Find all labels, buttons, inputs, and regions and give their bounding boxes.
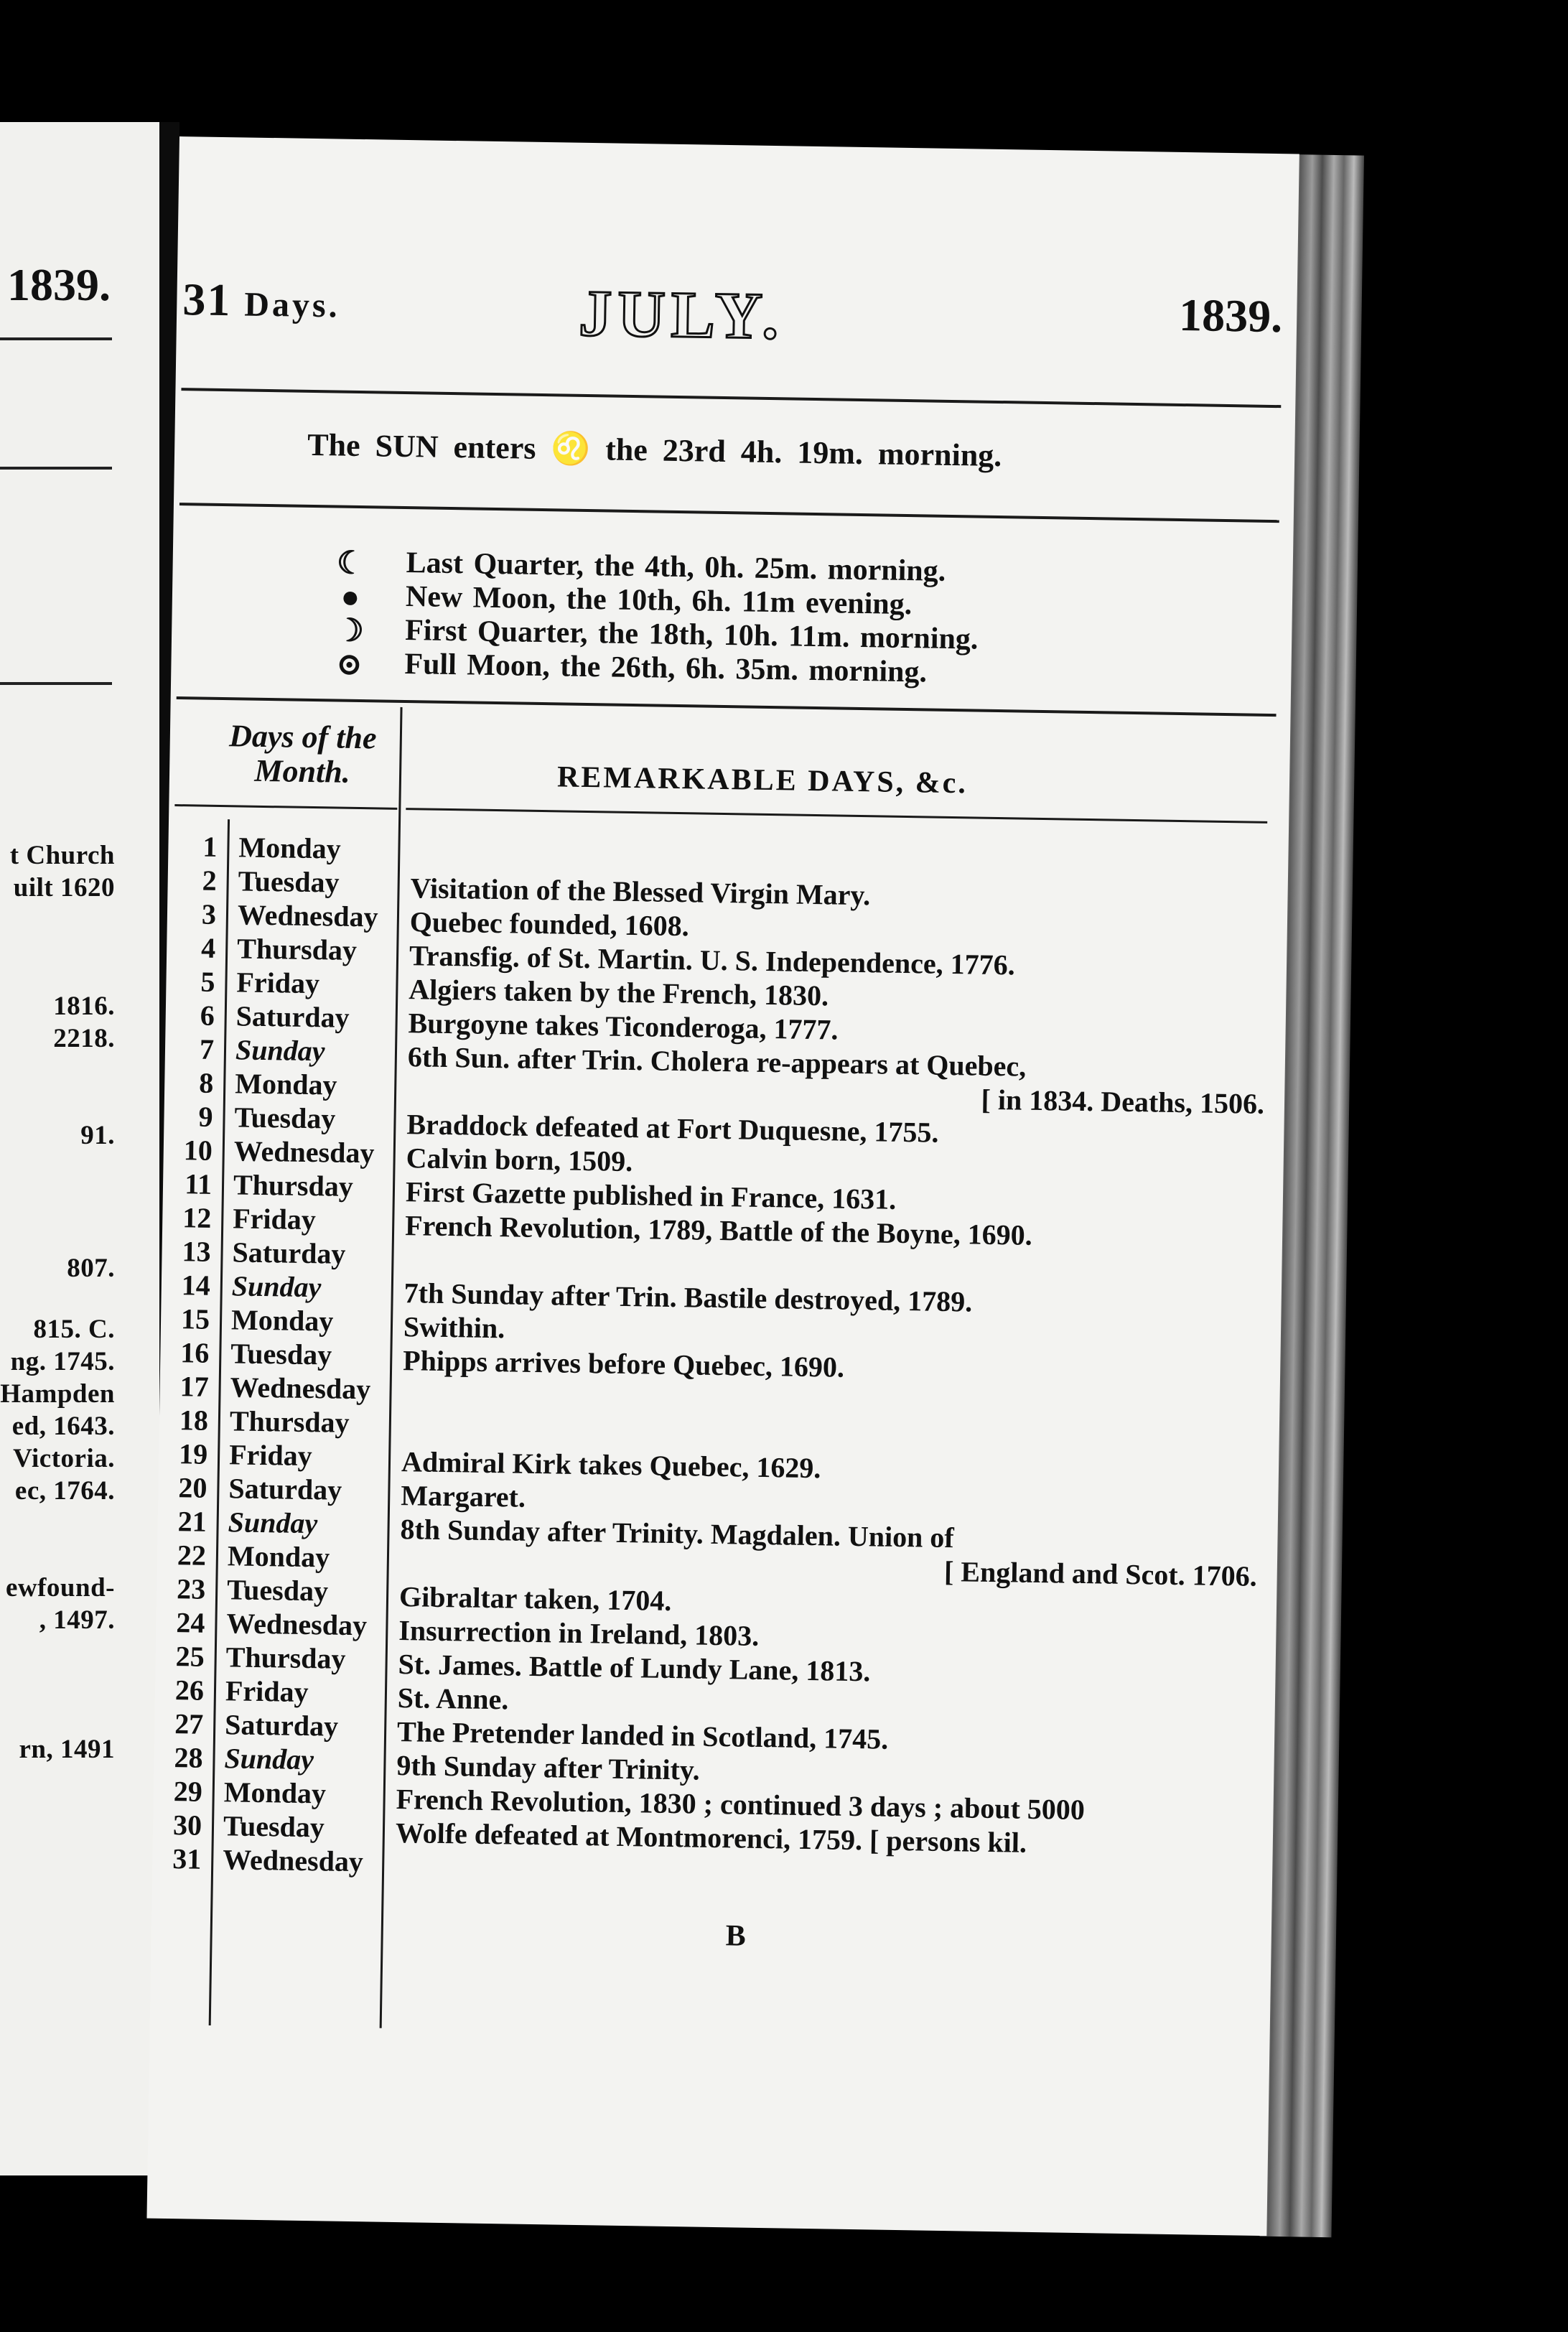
almanac-page: [146, 136, 1299, 2236]
left-page-fragment: 815. C.: [33, 1315, 115, 1344]
day-name: Friday: [236, 966, 320, 1000]
day-number: 7: [199, 1032, 215, 1065]
day-number: 11: [184, 1167, 213, 1200]
day-number: 5: [200, 965, 215, 998]
day-number: 2: [202, 864, 218, 897]
day-number: 23: [176, 1572, 206, 1605]
event-entry: Phipps arrives before Quebec, 1690.: [402, 1344, 845, 1384]
day-number: 4: [200, 931, 216, 964]
event-entry: French Revolution, 1830 ; continued 3 days ; about 5000: [396, 1783, 1086, 1827]
event-entry: Calvin born, 1509.: [406, 1142, 633, 1178]
day-name: Sunday: [235, 1033, 325, 1068]
signature-mark: B: [725, 1919, 747, 1953]
event-entry: Burgoyne takes Ticonderoga, 1777.: [408, 1007, 839, 1046]
day-name: Wednesday: [226, 1607, 368, 1642]
event-continuation: [ England and Scot. 1706.: [943, 1554, 1258, 1592]
day-number: 1: [202, 830, 218, 863]
day-number: 14: [181, 1269, 211, 1302]
day-name: Thursday: [229, 1404, 350, 1439]
day-number: 15: [180, 1302, 210, 1335]
day-name: Monday: [234, 1067, 337, 1101]
day-number: 8: [198, 1066, 214, 1099]
left-page-fragment: , 1497.: [39, 1605, 115, 1635]
left-page-fragment: ec, 1764.: [14, 1476, 115, 1506]
left-page-fragment: Hampden: [0, 1379, 115, 1409]
event-entry: 9th Sunday after Trinity.: [396, 1749, 701, 1786]
moon-phase-text: First Quarter, the 18th, 10h. 11m. morning.: [404, 614, 979, 656]
day-number: 30: [172, 1809, 202, 1842]
moon-phase-text: Full Moon, the 26th, 6h. 35m. morning.: [404, 648, 928, 689]
event-entry: St. James. Battle of Lundy Lane, 1813.: [398, 1648, 871, 1688]
event-entry: Quebec founded, 1608.: [409, 905, 690, 943]
left-page-rule: [0, 682, 112, 685]
day-number: 24: [176, 1606, 205, 1639]
day-name: Wednesday: [222, 1843, 364, 1878]
day-number: 22: [177, 1539, 207, 1572]
event-entry: Wolfe defeated at Montmorenci, 1759. [ persons kil.: [395, 1816, 1027, 1859]
day-number: 13: [182, 1235, 211, 1268]
event-entry: Visitation of the Blessed Virgin Mary.: [410, 872, 871, 912]
day-name: Thursday: [236, 932, 358, 967]
sun-rule: [179, 503, 1279, 523]
left-page-fragment: Victoria.: [13, 1444, 115, 1473]
left-page-fragment: rn, 1491: [19, 1735, 115, 1764]
day-number: 12: [182, 1201, 212, 1234]
day-name: Tuesday: [238, 864, 340, 899]
day-name: Sunday: [231, 1269, 322, 1304]
left-page-fragment: 91.: [80, 1121, 115, 1150]
day-name: Thursday: [225, 1641, 346, 1675]
year-title: 1839.: [1178, 289, 1283, 342]
left-page-fragment: ed, 1643.: [11, 1412, 115, 1441]
day-name: Friday: [228, 1438, 313, 1473]
event-continuation: [ in 1834. Deaths, 1506.: [981, 1083, 1265, 1120]
event-entry: Gibraltar taken, 1704.: [398, 1580, 672, 1618]
day-name: Saturday: [232, 1236, 346, 1270]
days-label: Days.: [243, 285, 341, 325]
days-count: 31: [182, 274, 232, 326]
days-in-month: [182, 273, 340, 328]
day-name: Wednesday: [230, 1371, 371, 1406]
day-name: Wednesday: [233, 1134, 375, 1170]
event-entry: The Pretender landed in Scotland, 1745.: [396, 1715, 889, 1755]
day-number: 26: [174, 1674, 205, 1707]
event-entry: Admiral Kirk takes Quebec, 1629.: [401, 1445, 821, 1485]
day-name: Saturday: [235, 999, 350, 1034]
day-number: 19: [178, 1437, 208, 1470]
full-moon-icon: ⊙: [335, 646, 363, 683]
last-quarter-icon: ☾: [336, 545, 365, 582]
day-number: 20: [178, 1471, 207, 1504]
event-entry: Margaret.: [400, 1479, 526, 1514]
left-page-rule: [0, 467, 112, 470]
day-number: 9: [198, 1100, 213, 1133]
left-page-fragment: ewfound-: [5, 1573, 115, 1603]
day-name: Saturday: [228, 1472, 342, 1506]
day-name: Tuesday: [230, 1337, 332, 1371]
day-number: 10: [183, 1134, 213, 1167]
sun-entry-line: The SUN enters ♌ the 23rd 4h. 19m. morning.: [307, 426, 1002, 474]
event-entry: First Gazette published in France, 1631.: [405, 1175, 897, 1216]
remarks-column-header: REMARKABLE DAYS, &c.: [556, 760, 969, 801]
day-name: Sunday: [228, 1506, 318, 1540]
new-moon-icon: ●: [340, 579, 360, 615]
days-header-rule: [174, 804, 397, 810]
day-number: 3: [201, 897, 217, 931]
event-entry: Braddock defeated at Fort Duquesne, 1755.: [406, 1108, 939, 1149]
day-name: Thursday: [233, 1168, 354, 1203]
day-number: 18: [179, 1404, 209, 1437]
header-rule: [181, 388, 1281, 408]
left-page-fragment: 807.: [67, 1254, 115, 1283]
event-entry: 7th Sunday after Trin. Bastile destroyed, 1789.: [403, 1277, 973, 1318]
event-entry: Insurrection in Ireland, 1803.: [398, 1614, 760, 1652]
left-page-rule: [0, 337, 112, 340]
day-name: Monday: [230, 1303, 334, 1338]
day-number: 17: [179, 1370, 210, 1403]
table-top-rule: [177, 696, 1277, 717]
day-number: 6: [200, 999, 215, 1032]
event-entry: French Revolution, 1789, Battle of the Boyne, 1690.: [404, 1209, 1033, 1251]
day-name: Friday: [232, 1202, 317, 1236]
event-entry: Swithin.: [403, 1310, 505, 1345]
left-page-fragment: 1816.: [53, 992, 115, 1021]
day-name: Monday: [238, 831, 342, 865]
moon-phase-text: Last Quarter, the 4th, 0h. 25m. morning.: [406, 546, 946, 588]
day-number: 28: [174, 1741, 203, 1774]
event-entry: St. Anne.: [397, 1682, 509, 1716]
event-entry: Transfig. of St. Martin. U. S. Independence, 1776.: [409, 939, 1016, 981]
day-number: 21: [177, 1505, 207, 1538]
left-page-year: 1839.: [7, 259, 111, 310]
day-name: Monday: [227, 1539, 330, 1574]
event-entry: 6th Sun. after Trin. Cholera re-appears at Quebec,: [407, 1040, 1027, 1083]
day-name: Monday: [223, 1776, 327, 1810]
day-number: 27: [174, 1707, 204, 1740]
days-column-header: Days of the Month.: [228, 718, 377, 790]
day-name: Tuesday: [226, 1573, 329, 1608]
day-number: 16: [180, 1336, 210, 1369]
left-page-fragment: ng. 1745.: [10, 1347, 115, 1376]
day-number: 29: [173, 1775, 203, 1808]
first-quarter-icon: ☽: [335, 612, 365, 649]
previous-page-fragment: [0, 122, 165, 2175]
event-entry: 8th Sunday after Trinity. Magdalen. Union of: [400, 1513, 955, 1554]
left-page-fragment: 2218.: [53, 1024, 115, 1053]
day-number: 25: [175, 1640, 205, 1673]
month-title: JULY.: [578, 276, 785, 353]
day-name: Friday: [225, 1674, 309, 1709]
remarks-header-rule: [406, 808, 1267, 824]
day-name: Tuesday: [223, 1809, 325, 1844]
day-name: Tuesday: [234, 1101, 336, 1135]
day-name: Saturday: [224, 1708, 339, 1743]
day-name: Sunday: [224, 1742, 314, 1776]
day-number: 31: [172, 1842, 202, 1875]
moon-phase-text: New Moon, the 10th, 6h. 11m evening.: [405, 580, 913, 622]
left-page-fragment: t Church: [9, 841, 115, 870]
day-name: Wednesday: [237, 898, 378, 933]
left-page-fragment: uilt 1620: [13, 873, 115, 903]
event-entry: Algiers taken by the French, 1830.: [409, 973, 829, 1012]
